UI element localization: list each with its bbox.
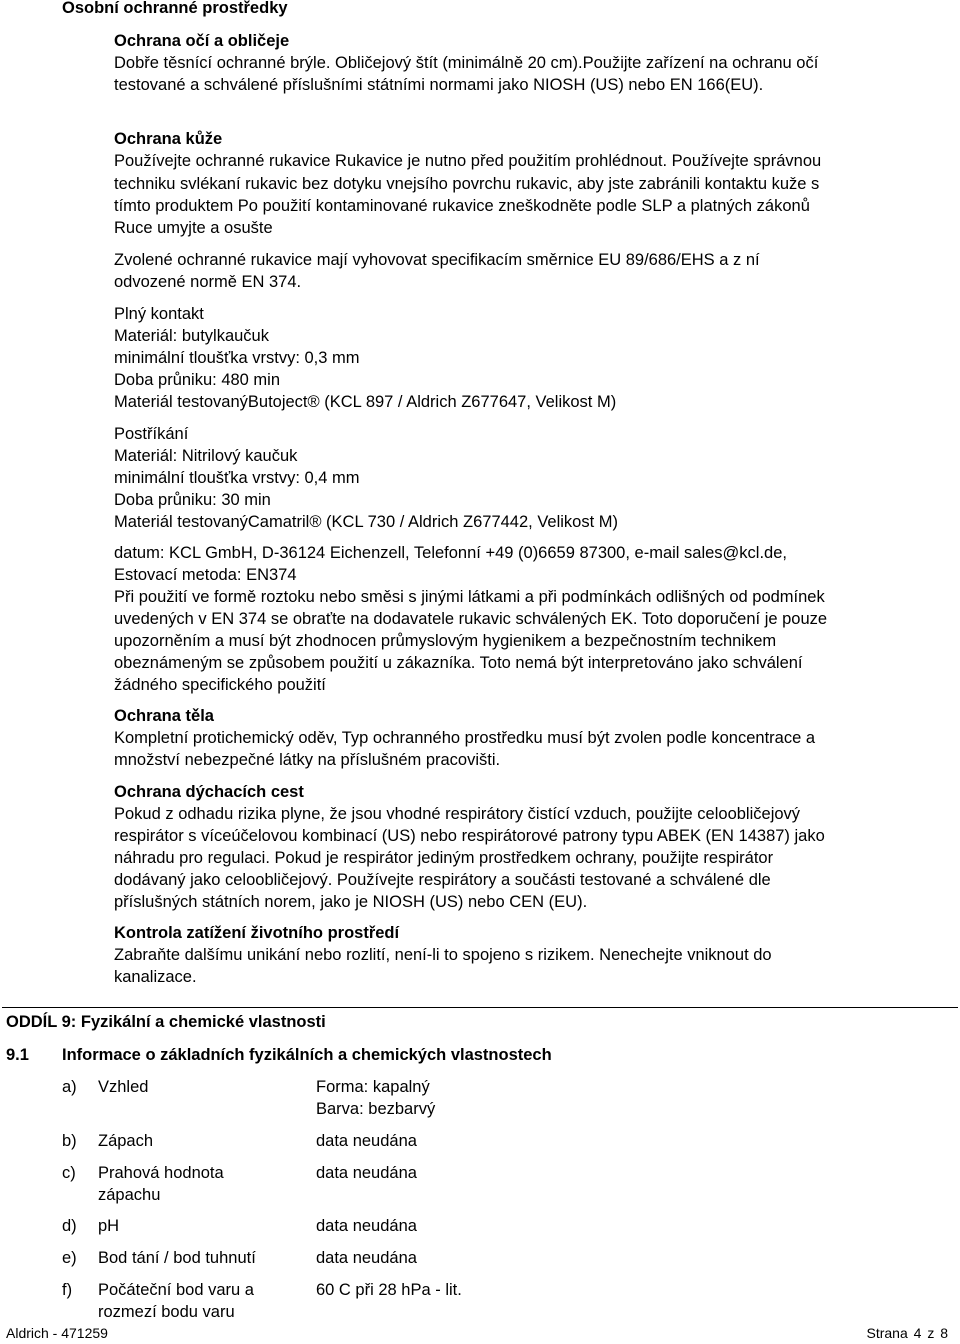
source-line: žádného specifického použití	[114, 676, 326, 694]
subsection-title: Informace o základních fyzikálních a chemických vlastnostech	[62, 1046, 552, 1064]
splash-breakthrough: Doba průniku: 30 min	[114, 491, 271, 509]
respiratory-line: dodávaný jako celoobličejový. Používejte respirátory a součásti testované a schválené dle	[114, 871, 771, 889]
directive-line: odvozené normě EN 374.	[114, 273, 302, 291]
environment-line: kanalizace.	[114, 968, 197, 986]
source-line: Při použití ve formě roztoku nebo směsi s jinými látkami a při podmínkách odlišných od podmínek	[114, 588, 825, 606]
footer-product: Aldrich - 471259	[6, 1325, 108, 1341]
property-value: data neudána	[316, 1132, 417, 1150]
full-contact-thickness: minimální tloušťka vrstvy: 0,3 mm	[114, 349, 360, 367]
footer-page	[866, 1324, 948, 1342]
footer-page-total: 8	[940, 1325, 948, 1341]
section-divider	[2, 1007, 958, 1008]
skin-protection-heading: Ochrana kůže	[114, 130, 223, 148]
body-protection-line: Kompletní protichemický oděv, Typ ochranného prostředku musí být zvolen podle koncentrace a	[114, 729, 816, 747]
property-letter: c)	[62, 1164, 76, 1182]
source-line: Estovací metoda: EN374	[114, 566, 297, 584]
property-letter: e)	[62, 1249, 77, 1267]
full-contact-title: Plný kontakt	[114, 305, 204, 323]
section-9-title: ODDÍL 9: Fyzikální a chemické vlastnosti	[6, 1013, 326, 1031]
skin-protection-line: techniku svlékaní rukavic bez dotyku vnejsího povrchu rukavic, aby jste zabránili kontaktu kuže s	[114, 175, 820, 193]
property-label: pH	[98, 1217, 120, 1235]
property-value: 60 C při 28 hPa - lit.	[316, 1281, 462, 1299]
source-line: datum: KCL GmbH, D-36124 Eichenzell, Telefonní +49 (0)6659 87300, e-mail sales@kcl.de,	[114, 544, 787, 562]
full-contact-material: Materiál: butylkaučuk	[114, 327, 269, 345]
property-label: Vzhled	[98, 1078, 149, 1096]
property-value: Barva: bezbarvý	[316, 1100, 436, 1118]
property-label: rozmezí bodu varu	[98, 1303, 235, 1321]
skin-protection-line: Ruce umyjte a osušte	[114, 219, 273, 237]
respiratory-line: Pokud z odhadu rizika plyne, že jsou vhodné respirátory čistící vzduch, použijte celoobličejový	[114, 805, 801, 823]
body-protection-line: množství nebezpečné látky na příslušném pracovišti.	[114, 751, 501, 769]
respiratory-line: příslušných státních norem, jako je NIOSH (US) nebo CEN (EU).	[114, 893, 588, 911]
property-letter: d)	[62, 1217, 77, 1235]
eye-protection-heading: Ochrana očí a obličeje	[114, 32, 290, 50]
property-label: Bod tání / bod tuhnutí	[98, 1249, 256, 1267]
eye-protection-line: Dobře těsnící ochranné brýle. Obličejový štít (minimálně 20 cm).Použijte zařízení na ochranu očí	[114, 54, 819, 72]
property-letter: f)	[62, 1281, 73, 1299]
source-line: uvedených v EN 374 se obraťte na dodavatele rukavic schválených EK. Toto doporučení je pouze	[114, 610, 828, 628]
splash-tested: Materiál testovanýCamatril® (KCL 730 / Aldrich Z677442, Velikost M)	[114, 513, 619, 531]
splash-material: Materiál: Nitrilový kaučuk	[114, 447, 298, 465]
skin-protection-line: Používejte ochranné rukavice Rukavice je nutno před použitím prohlédnout. Používejte správnou	[114, 152, 822, 170]
respiratory-line: náhradu pro regulaci. Pokud je respirátor jediným prostředkem ochrany, použijte respirátor	[114, 849, 774, 867]
directive-line: Zvolené ochranné rukavice mají vyhovovat specifikacím směrnice EU 89/686/EHS a z ní	[114, 251, 760, 269]
subsection-number: 9.1	[6, 1046, 29, 1064]
footer-page-label: Strana	[866, 1325, 908, 1341]
full-contact-tested: Materiál testovanýButoject® (KCL 897 / Aldrich Z677647, Velikost M)	[114, 393, 617, 411]
environment-heading: Kontrola zatížení životního prostředí	[114, 924, 400, 942]
property-value: data neudána	[316, 1217, 417, 1235]
full-contact-breakthrough: Doba průniku: 480 min	[114, 371, 281, 389]
environment-line: Zabraňte dalšímu unikání nebo rozlití, není-li to spojeno s rizikem. Nenechejte vniknout do	[114, 946, 772, 964]
property-value: data neudána	[316, 1164, 417, 1182]
skin-protection-line: tímto produktem Po použití kontaminované rukavice zneškodněte podle SLP a platných zákonů	[114, 197, 810, 215]
property-letter: b)	[62, 1132, 77, 1150]
property-label: Počáteční bod varu a	[98, 1281, 254, 1299]
splash-title: Postříkání	[114, 425, 189, 443]
footer-page-number: 4	[913, 1325, 922, 1341]
splash-thickness: minimální tloušťka vrstvy: 0,4 mm	[114, 469, 360, 487]
property-letter: a)	[62, 1078, 77, 1096]
respiratory-heading: Ochrana dýchacích cest	[114, 783, 304, 801]
body-protection-heading: Ochrana těla	[114, 707, 214, 725]
source-line: obeznámeným se způsobem použití u zákazníka. Toto nemá být interpretováno jako schválení	[114, 654, 803, 672]
respiratory-line: respirátor s víceúčelovou kombinací (US) nebo respirátorové patrony typu ABEK (EN 14387) jako	[114, 827, 825, 845]
footer-page-of: z	[927, 1325, 935, 1341]
property-label: Prahová hodnota	[98, 1164, 224, 1182]
section-title: Osobní ochranné prostředky	[62, 0, 288, 17]
property-value: data neudána	[316, 1249, 417, 1267]
property-label: Zápach	[98, 1132, 154, 1150]
source-line: upozorněním a musí být zhodnocen průmyslovým hygienikem a bezpečnostním technikem	[114, 632, 777, 650]
eye-protection-line: testované a schválené příslušními státními normami jako NIOSH (US) nebo EN 166(EU).	[114, 76, 764, 94]
property-label: zápachu	[98, 1186, 161, 1204]
property-value: Forma: kapalný	[316, 1078, 430, 1096]
